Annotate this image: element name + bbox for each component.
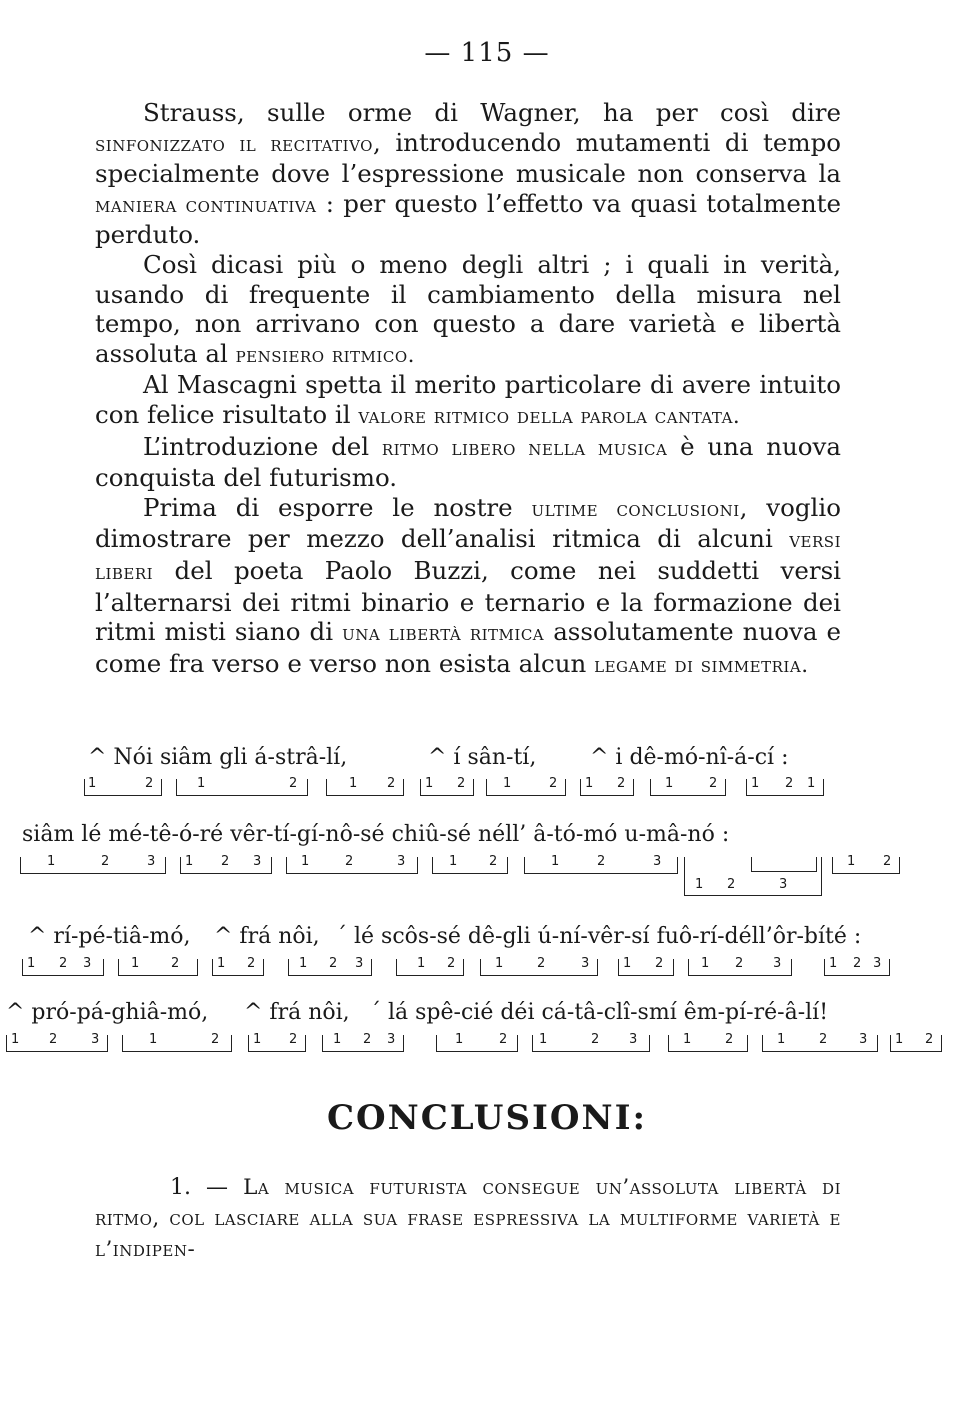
text-run: Al Mascagni spetta il merito particolare di avere intuito con felice risultato il: [95, 370, 841, 429]
beat-row-3: [22, 956, 902, 989]
beat-group: 1 2: [118, 959, 198, 976]
beat-group: 1 2 3: [524, 857, 678, 874]
beat-group: 1 2: [618, 959, 674, 976]
verse-4-segment-2: ^ frá nôi,: [244, 1000, 350, 1025]
conclusion-text: [95, 1172, 841, 1265]
text-run: : per questo l’effetto va quasi totalmente perduto.: [95, 188, 841, 250]
beat-group: 1 2: [326, 779, 404, 796]
beat-group: 1 2 3: [20, 857, 166, 874]
text-run: L’introduzione del: [143, 431, 382, 461]
beat-group: 1 2: [396, 959, 464, 976]
beat-number: 3: [779, 877, 788, 892]
small-caps-run: una libertà ritmica: [342, 621, 545, 647]
beat-group: 1 2 3: [762, 1035, 878, 1052]
beat-group: 1 2 3: [180, 857, 272, 874]
paragraph: [95, 432, 841, 493]
paragraph: [95, 370, 841, 431]
verse-3-segment-3: ´ lé scôs-sé dê-gli ú-ní-vêr-sí fuô-rí-déll’ôr-bíté :: [336, 924, 862, 949]
beat-group: 1 2 3: [22, 959, 104, 976]
verse-4-segment-3: ´ lá spê-cié déi cá-tâ-clî-smí êm-pí-ré-â-lí!: [370, 1000, 829, 1025]
beat-group: 1 2 3: [824, 959, 890, 976]
conclusion-paragraph: [95, 1172, 841, 1265]
paragraph: [95, 493, 841, 681]
beat-group: 1 2: [248, 1035, 306, 1052]
beat-group: 1 2: [832, 857, 900, 874]
small-caps-run: ultime conclusioni: [531, 496, 740, 522]
small-caps-run: versi liberi: [95, 528, 841, 585]
beat-row-2: [20, 854, 910, 892]
beat-group: 1 2: [420, 779, 474, 796]
beat-group: 1 2 3: [322, 1035, 404, 1052]
section-title: CONCLUSIONI:: [326, 1098, 648, 1138]
beat-row-4: [6, 1032, 944, 1065]
beat-group: 1 2: [176, 779, 308, 796]
beat-group: 1 2: [436, 1035, 518, 1052]
beat-group: 1 2 3: [480, 959, 598, 976]
beat-group: 1 2: [890, 1035, 942, 1052]
small-caps-run: valore ritmico della parola cantata.: [358, 403, 741, 429]
text-run: , introducendo mutamenti di tempo specialmente dove l’espressione musicale non conserva la: [95, 127, 841, 189]
text-run: del poeta Paolo Buzzi, come nei suddetti versi l’alternarsi dei ritmi binario e ternario e la formazione dei ritmi misti siano di: [95, 555, 841, 647]
paragraph: [95, 98, 841, 250]
verse-4-segment-1: ^ pró-pá-ghiâ-mó,: [6, 1000, 209, 1025]
page-number: — 115 —: [424, 38, 550, 68]
small-caps-run: La musica futurista consegue un’assoluta libertà di ritmo, col lasciare alla sua frase espressiva la multiforme varietà e l’indipen-: [95, 1175, 841, 1262]
text-run: Prima di esporre le nostre: [143, 492, 532, 522]
beat-group: 1 2 3: [286, 857, 418, 874]
beat-group: 1 2 3: [288, 959, 372, 976]
beat-group: 1 2: [650, 779, 726, 796]
beat-group: 1 2 3: [688, 959, 792, 976]
beat-group: 1 2 3: [532, 1035, 650, 1052]
verse-3-segment-1: ^ rí-pé-tiâ-mó,: [28, 924, 191, 949]
small-caps-run: ritmo libero nella musica: [381, 435, 668, 461]
beat-group: 1 2: [212, 959, 264, 976]
beat-group: 1 2 3: [6, 1035, 108, 1052]
beat-group: 1 2: [432, 857, 508, 874]
beat-group: 1 2: [84, 779, 162, 796]
verse-1-segment-2: ^ í sân-tí,: [428, 745, 537, 770]
beat-group-nested: [684, 857, 822, 896]
beat-group: 1 2 1: [746, 779, 824, 796]
verse-2-segment-1: siâm lé mé-tê-ó-ré vêr-tí-gí-nô-sé chiû-sé néll’ â-tó-mó u-mâ-nó :: [22, 822, 730, 847]
text-run: 1. —: [170, 1175, 244, 1200]
small-caps-run: legame di simmetria.: [594, 652, 809, 678]
text-run: Così dicasi più o meno degli altri ; i quali in verità, usando di frequente il cambiamento della misura nel tempo, non arrivano con questo a dare varietà e libertà assoluta al: [95, 249, 841, 368]
verse-1-segment-1: ^ Nói siâm gli á-strâ-lí,: [88, 745, 348, 770]
small-caps-run: pensiero ritmico.: [235, 342, 415, 368]
text-run: Strauss, sulle orme di Wagner, ha per così dire: [143, 98, 841, 127]
beat-group: 1 2: [668, 1035, 748, 1052]
beat-group: 1 2: [580, 779, 634, 796]
small-caps-run: maniera continuativa: [95, 192, 317, 218]
paragraph: [95, 250, 841, 370]
beat-number: 1: [695, 877, 704, 892]
beat-row-1: [84, 776, 844, 809]
beat-group: 1 2: [122, 1035, 232, 1052]
text-run: è una nuova conquista del futurismo.: [95, 431, 841, 493]
beat-group-inner: [751, 857, 817, 872]
text-run: , voglio dimostrare per mezzo dell’analisi ritmica di alcuni: [95, 492, 841, 554]
beat-group: 1 2: [486, 779, 566, 796]
text-run: assolutamente nuova e come fra verso e verso non esista alcun: [95, 617, 842, 678]
body-text: [95, 98, 841, 680]
verse-3-segment-2: ^ frá nôi,: [214, 924, 320, 949]
verse-1-segment-3: ^ i dê-mó-nî-á-cí :: [590, 745, 789, 770]
beat-number: 2: [727, 877, 736, 892]
small-caps-run: sinfonizzato il recitativo: [95, 131, 373, 157]
